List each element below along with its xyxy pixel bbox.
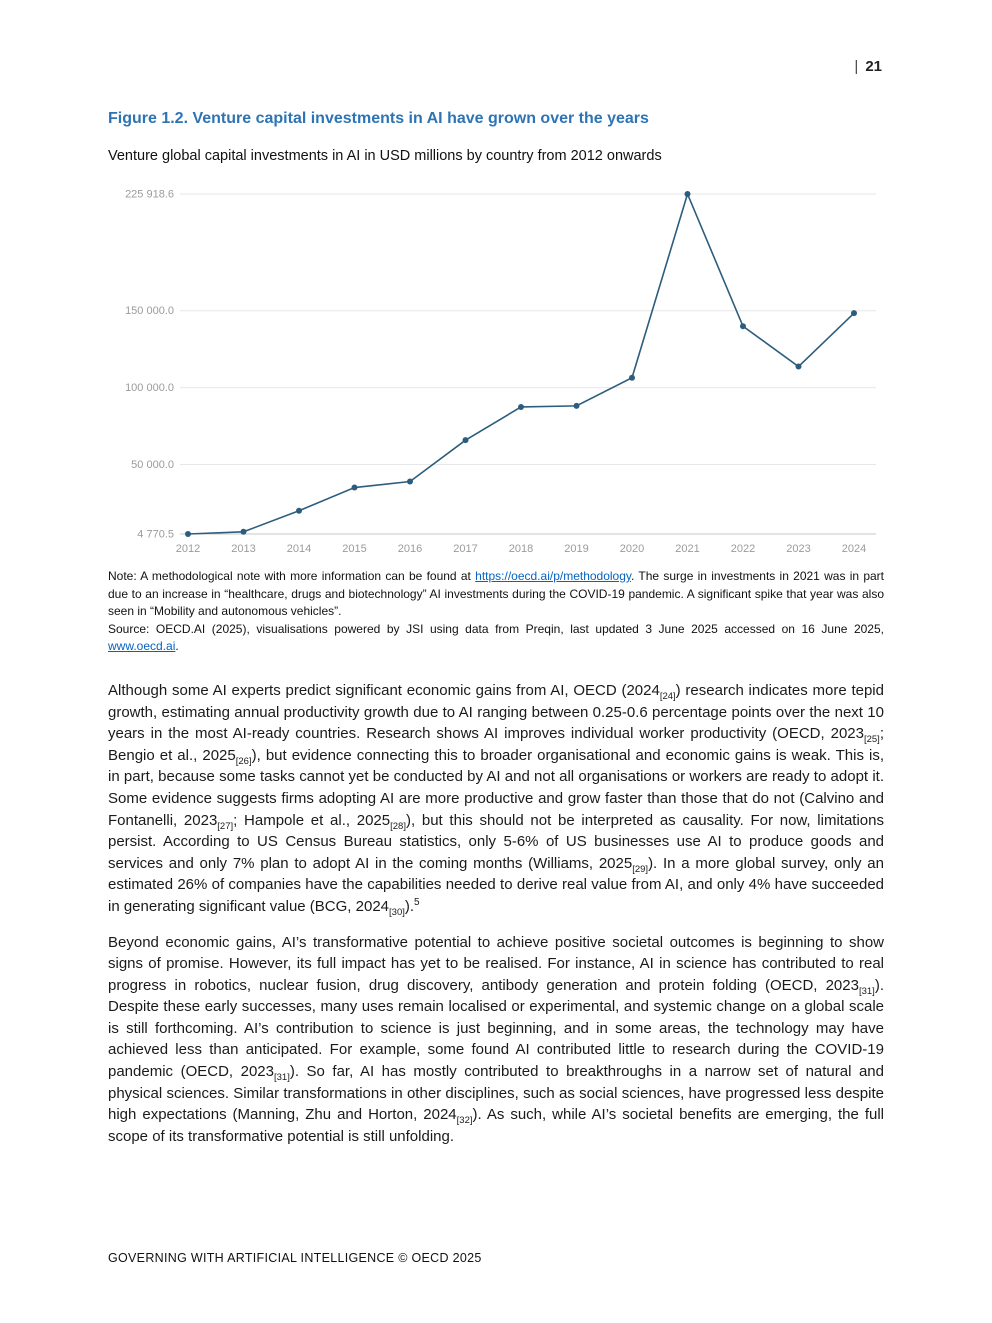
page-number-separator: | [854,58,859,75]
x-axis-tick-label: 2019 [564,543,589,555]
chart-point [629,375,635,381]
methodology-link[interactable]: https://oecd.ai/p/methodology [475,569,632,583]
citation-ref: [28] [390,820,406,832]
citation-ref: [25] [863,734,880,746]
citation-ref: [31] [858,985,875,997]
paragraph-economic-gains: Although some AI experts predict significant economic gains from AI, OECD $(2024_{[24]})$ research indicates more tepid growth, estimating annual productivity growth due to AI ranging between 0.25-0.6 percentage points over the next 10 years in the most AI-ready countries. Research shows AI improves individual worker productivity (OECD, $2023_{[25]}$; Bengio et al., $2025_{[26]}$), but evidence connecting this to broader organisational and economic gains is weak. This is, in part, because some tasks cannot yet be conducted by AI and not all organisations or workers are ready to adopt it. Some evidence suggests firms adopting AI are more productive and grow faster than those that do not (Calvino and Fontanelli, $2023_{[27]}$; Hampole et al., $2025_{[28]}$), but this should not be interpreted as causality. For now, limitations persist. According to US Census Bureau statistics, only 5-6% of US businesses use AI to produce goods and services and only 7% plan to adopt AI in the coming months (Williams, $2025_{[29]}$). In a more global survey, only an estimated 26% of companies have the capabilities needed to derive real value from AI, and only 4% have succeeded in generating significant value (BCG, $2024_{[30]}).^5$ [108,681,884,918]
figure-source: Source: OECD.AI (2025), visualisations powered by JSI using data from Preqin, last updated 3 June 2025 accessed on 16 June 2025, www.oecd.ai. [108,621,884,654]
page-footer: GOVERNING WITH ARTIFICIAL INTELLIGENCE © OECD 2025 [108,1251,482,1265]
chart-point [851,310,857,316]
page-number-value: 21 [865,58,882,75]
chart-canvas [108,174,884,564]
y-axis-tick-label: 4 770.5 [137,528,174,541]
x-axis-tick-label: 2022 [730,543,756,555]
figure-subtitle: Venture global capital investments in AI in USD millions by country from 2012 onwards [108,148,662,164]
x-axis-tick-label: 2023 [786,543,811,555]
footnote-ref: 5 [414,896,420,908]
oecd-ai-link[interactable]: www.oecd.ai [108,639,176,654]
x-axis-tick-label: 2013 [231,543,256,555]
x-axis-tick-label: 2024 [841,543,867,555]
citation-ref: [31] [273,1072,290,1084]
page-number [854,58,882,75]
vc-investments-line-chart [108,174,884,564]
x-axis-tick-label: 2016 [397,543,423,555]
chart-line [188,194,854,534]
citation-ref: [27] [217,820,234,832]
citation-ref: [24] [659,690,676,702]
chart-point [574,403,580,409]
chart-point [241,529,247,535]
y-axis-tick-label: 150 000.0 [125,305,174,318]
citation-ref: [29] [632,863,649,875]
citation-ref: [26] [235,755,252,767]
y-axis-tick-label: 50 000.0 [131,458,174,471]
chart-point [352,485,358,491]
citation-ref: [32] [456,1115,473,1127]
chart-point [740,323,746,329]
chart-point [296,508,302,514]
x-axis-tick-label: 2015 [342,543,367,555]
x-axis-tick-label: 2020 [619,543,645,555]
chart-point [685,191,691,197]
x-axis-tick-label: 2014 [286,543,312,555]
chart-point [185,531,191,537]
x-axis-tick-label: 2018 [508,543,534,555]
x-axis-tick-label: 2017 [453,543,478,555]
figure-notes [108,568,884,656]
chart-point [518,404,524,410]
x-axis-tick-label: 2012 [175,543,201,555]
figure-title: Figure 1.2. Venture capital investments in AI have grown over the years [108,110,649,127]
y-axis-tick-label: 100 000.0 [125,382,174,395]
x-axis-tick-label: 2021 [675,543,700,555]
chart-point [463,437,469,443]
y-axis-tick-label: 225 918.6 [125,188,174,201]
citation-ref: [30] [389,906,405,918]
chart-point [796,364,802,370]
chart-point [407,479,413,485]
paragraph-societal-outcomes: Beyond economic gains, AI’s transformative potential to achieve positive societal outcomes is beginning to show signs of promise. However, its full impact has yet to be realised. For instance, AI in science has contributed to real progress in robotics, nuclear fusion, drug discovery, antibody generation and protein folding (OECD, $2023_{[31]}$). Despite these early successes, many uses remain localised or experimental, and systemic change on a global scale is still forthcoming. AI’s contribution to science is just beginning, and in some areas, the technology may have achieved less than anticipated. For example, some found AI contributed little to research during the COVID-19 pandemic (OECD, $2023_{[31]}$). So far, AI has mostly contributed to breakthroughs in a narrow set of natural and physical sciences. Similar transformations in other disciplines, such as social sciences, have progressed less despite high expectations (Manning, Zhu and Horton, $2024_{[32]}$). As such, while AI’s societal benefits are emerging, the full scope of its transformative potential is still unfolding. [108,933,884,1145]
figure-note: Note: A methodological note with more information can be found at https://oecd.ai/p/methodology. The surge in investments in 2021 was in part due to an increase in “healthcare, drugs and biotechnology” AI investments during the COVID-19 pandemic. A significant spike that year was also seen in “Mobility and autonomous vehicles”. [108,569,884,619]
